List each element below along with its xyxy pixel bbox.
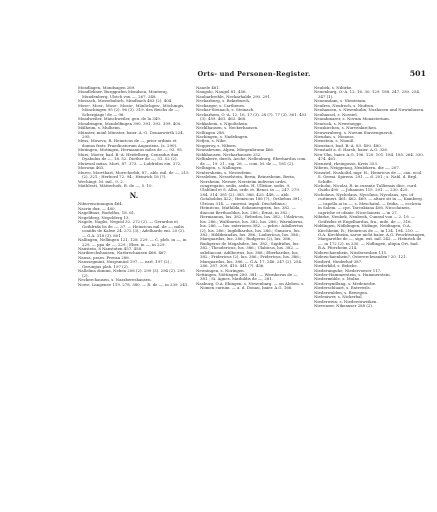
register-entry: Neuhausen, s. Niwenhulin, Nuzhusen und Nuwinhusen. (314, 107, 425, 113)
page-number: 501 (409, 69, 426, 78)
register-entry: Niederwalden, s. Bewegen. (314, 289, 369, 295)
register-entry: Niddingen, Nidblingen, Nidinge, Neidingen, O.A. Kirchheim, R.; Heinricus de —, in 134. 194. 210. — O.A. Kirchheim, saroe nicht baier. A.G. Feuchtwangen, Margarethe de —, sign. ext. mil. 242. — Heinrich de —, in 172 (2). in 230. — Nidlingen, aliqua Ort, bad. B.A. Pforzheim 214. (314, 223, 426, 251)
register-entry: Nibuvencinungun 464. (78, 201, 123, 207)
register-entry: Neuruck, s. Newenegge. (314, 120, 363, 126)
register-column-right (314, 86, 426, 309)
section-letter: N. (129, 191, 139, 201)
register-entry: Mathlestt, Mätterhofs, B. de —, 5. 10. (78, 182, 153, 188)
register-entry: Nieleniwer, s. Nickerbal. (314, 294, 363, 300)
register-entry: Mossach, Mossebabich, Mindbach 463 (2). 404. (78, 98, 173, 104)
register-entry: Nettingen, Nöttingen 280. 381. — Wernherus de —, 381.; Si. Agnes. Mathildis de —, 281. (196, 272, 299, 282)
register-entry: Nagelfinus, Rudolfus, 18. 61. (78, 210, 136, 216)
register-entry: Neuensdam, s. Nientstain. (314, 98, 367, 104)
register-entry: Niederunguhe, Niedervoeser 117. (314, 267, 382, 273)
page-title: Orts- und Personen-Register. (197, 70, 311, 78)
register-entry: Nauele 461. (196, 85, 220, 90)
register-entry: Mutingen, Motingen, Hermannus miles de —, 93. 95. (78, 147, 184, 153)
register-entry: Niederwein, s. Niedereuweiken. (314, 298, 378, 304)
register-entry: Nieudan, s. Nieauss. (314, 133, 355, 139)
register-entry: Murs, Moeer, bad. B.-A. Heidelberg, Conradus dux Dyabulus de —, 18. 52. Diether de —, 51. 52 (2). (78, 151, 179, 162)
register-entry: Neckar-Steinach, s. Steinach. (196, 107, 255, 113)
register-entry: Nibern, Neiggenog, Neubikern, die —, 207. (314, 165, 401, 171)
register-entry: Mondlagen, Mondsagen 269. (78, 85, 136, 90)
register-entry: Nanstein, 8 Nanstaten 457. 458. (78, 245, 143, 251)
register-entry: Naubarbrehle, Neckarhalde 290. 291. (196, 93, 272, 99)
register-entry: Niederd, Niederhof 387. (314, 258, 363, 264)
register-entry: Nasburg, O.A. Ehingen, s. Newenbarg. — on Aleben, s. Nomen curium. — a. d. Donau, baier. A.G. 166. (196, 280, 305, 291)
register-entry: Newsingen, s. Noringen. (196, 267, 245, 273)
register-entry: Nowe, Langenee 119. 278. 380. — R. de —, in 239. 241. (78, 281, 189, 287)
register-column-middle (196, 86, 308, 291)
register-entry: Mälheim, s. Mulheim. (78, 125, 121, 131)
register-entry: Neckarhem, O.-A. 12. 16. 17 (3). 28 (?). 77 (3). 361. 453 (3). 459. 461. 463. 468. (196, 111, 307, 122)
register-entry: Neggeroy, s. Nibern. (196, 142, 237, 148)
register-entry: Neunsbrunn, Alpen, Mörgenbrunn 466. (196, 147, 275, 153)
register-entry: Niedermühle, s. Mulne. (314, 276, 361, 282)
register-entry: Neufres, Neufrech, s. Niufron. (314, 102, 375, 108)
register-entry: Mondweiler, Münchweiler, gen. de la 349. (78, 116, 161, 122)
register-entry: Nievenser, Nikeanser 288 (2). (314, 303, 374, 309)
register-entry: Wechingt. M. mil., 9. 2. (78, 178, 124, 184)
register-entry: Neuhausel, s. Nossiel. (314, 111, 358, 117)
register-entry: Neustadt a. d. Harsh, baier. A.G. 326. (314, 147, 389, 153)
register-entry: Neckerchausen, s. Nazzbereshausen. (78, 277, 152, 283)
register-entry: Nachingen, s. Nadelingen. (196, 133, 249, 139)
register-entry: Nefjen, s. Nibe. (196, 138, 227, 144)
register-entry: Naribrechshausen, Narbrechausen 466. 467. (78, 250, 168, 256)
register-entry: Nicholai, Nicolai, R. in curante Tulliensis dioc. curd. Guido 490. — Johannes 115. 201. — 230. 425. (314, 182, 418, 193)
register-entry: Neubek, s. Nibirke. (314, 85, 353, 90)
register-entry: Nausa, praes. Prensa 286. (78, 254, 130, 260)
register-entry: Moswan 463. (78, 165, 105, 171)
register-entry: Nacrix dux, — 400. (78, 205, 116, 211)
register-entry: Nellinbere, durch, Aeche, Nellenburg, Eberhardus com. de —, 19. 21., sig. 26. — com. M. de —, 181 (2). (196, 156, 307, 166)
register-entry: Mondringen, Mondelfingen 390. 391. 392. 399. 400. (78, 120, 182, 126)
register-entry: Neckarburg, s. Bekirburch. (196, 98, 251, 104)
register-entry: Nentersheim, s. Nesterfeim. (196, 169, 252, 175)
register-entry: Nellingen, s. Nallingen. (196, 165, 243, 171)
page-header (78, 70, 430, 80)
register-column-left (78, 86, 190, 287)
register-entry: Mose-, Mosi-, Mose-, Mosiz-, Mönlichgen-, Möchingis, Mönchingen 95 (2). 96 (3). 319. des Reichs de —, Schergiage! de — 96. (78, 102, 185, 117)
register-entry: Niedersyndlung, s. Medenerbe. (314, 280, 377, 286)
register-entry: Niederschluart, s. Entrewils. (314, 285, 371, 291)
register-entry: Nessleben, Nesselstein, Berin, Reinesheim, Berin, Nersheim, Nerner, Nersteim indivens ordei, congregatio, sedis, sedis. H. Ulleiiur, sedis. 9. Ulablind et S. Albo, ordr. et. Benoi. in —, 247. 279. 284. 314. 381 (2). 385. 386. 425. 448. — abb. Gotaboldus 422.; Heinricus 186 (?).; Ortliebus 381.; Ulricus 314. — cunveni. iegali. Dischelinus.; Heinricus, Mathilda, Sokaunesgrien, lus. 382. — diaconi Berthooldus, lus. 286.; Ernat, in 382.; Hermannus, lus. 382.; Rebedos, lus. 382.; Udalricus, lus. 286.; Walthurus, lus. 382, lus. 286.; Warinherus, lus. 286. — lus. exteriores 382. — prbri.: Adalbertus (2), lus. 286.; Ingildhardus, lus. 286.; Gunzoro, lus. 382.; Hildibrandus, lus. 386.; Liubericus, lus. 386.; Marquardus, lus. 286.; Rudgerus (2), lus. 386.; Rudigerus de Megalsdee, lus. 382.; Sigifridus, lus. 382.; Theodericus, lus. 386.; Ulabicus, lus. 382. — subdiaconi: Adilbertus, lus. 386.; Eberhardus, lus. 382.; Fridericus (2), lus. 386.; Fridericus, lus. 386.; Marquardus, lus. 386. — G.A. 17. 246. 247 (2). 254. 286. 287. 309. 410. 441 (?). 456. (196, 174, 305, 269)
register-entry: Negelderg, Negolderg 13. (78, 214, 130, 220)
register-entry: Nallingen, Nellingen 121. 128. 229. — C. pleb. in —, in 229. — ppa de —, 229.; Eber. in —, in 229. (78, 237, 187, 247)
register-entry: Mutzwal müsa, Mort, 87. 373. — Lubfridus ein. 372. (78, 160, 182, 166)
register-entry: Niderschaenhein?, Ostererchwanden? 20. 121. (314, 254, 407, 260)
register-entry: Neuenburg, O.-A. 12. 16. 30. 129. 188. 247. 250. 254. 347 (1). (314, 89, 421, 99)
register-entry: Nallelina domini, Neben 208 (2). 299 (3). 294 (2). 295 (2). (78, 268, 185, 278)
register-entry: Naussegmint, Nuspsmiiol 197. — earl. 197 (2).; Gerungus pleb. 197 (2). (78, 259, 172, 269)
register-entry: Nagele, Naglis, Negeid 32. 272 (2). — Gerardus et Gothfrida lis de —, 37. — Heinricus mil. de —, milis coniifis de Kalwe 24. 272 (3).; Adelhardo eni. 25 (2). — G.A. 318 (3). 801. (78, 219, 186, 238)
register-entry: Niederkild, s. Bebehe. (314, 263, 358, 269)
register-entry: Naugolo, Naugel 81. 456. (196, 89, 247, 95)
register-entry: Münster, mönl Münster, baier. A.-G. Donauwörth 224. 295. (78, 129, 184, 139)
register-entry: Neu-Ulm, baier. A.G. 106. 120. 101. 184. 185. 264. 330. 474. 461. (314, 151, 425, 162)
register-entry: Niezatel, Nusholtd, mgr. H., Heinricus de —, can. ecol. S. Germi. Spirens. 291. — d. 201.; s. Nahl. d. Brgl. Schiffe. (314, 169, 423, 184)
register-entry: Mondlehner, Burggrafen Mondsen, Monteraj, Mundenberg, Ulrich von —, 267. 348. (78, 89, 168, 99)
register-entry: Nieder-Hammerstein, s. Hammerstein. (314, 272, 391, 278)
register-entry: Nieuried, rheingosse, Kreis 353. (314, 160, 379, 166)
register-entry: Nienstein, s. Nioniß. (314, 138, 355, 144)
register-entry: Nieustact, bad. B.-A. 83. 400. 480. (314, 142, 383, 148)
register-entry: Neuwernberg, s. Novum Stavienguerch. (314, 129, 394, 135)
register-entry: Nibirke, Neubek, Neubeek, Cunrad von — 2. 19. — Gotfridus et Engelhardus, fra., mile. de —, 316. (314, 214, 415, 224)
register-entry: Nekkhausen, Neckarhausen 252. (196, 151, 262, 157)
register-entry: Neumbmarer, s. Novum Monasterium. (314, 116, 390, 122)
register-entry: Mess, Moseva, R. Heinricus de —, prior ordinis et domus fratr. Praedicatorum Augustens. (s. 290). (78, 138, 178, 148)
register-entry: Neckarger, s. Cartbenes. (196, 102, 246, 108)
register-entry: Murro, Morrthart, Morrcherbh, 87., abb. mil. de —, 215 (2). 321.; Herbord 72. 94.; Heinrich 18 (?). (78, 169, 189, 180)
register-entry: Neuskirchen, s. Nurvenkirchen. (314, 125, 378, 131)
register-entry: Niderschaenhein, Niedersesben 115. (314, 249, 388, 255)
register-entry: Nekkahem, s. Nipoltshein. (196, 120, 249, 126)
register-entry: Nellingen 288. (196, 129, 226, 135)
register-entry: Necklhausen, s. Neckerhausen. (196, 125, 259, 131)
register-entry: Nicholaus, Nycholaus, Nycolaus, Nycolaus, sys. of cuittmeri. 461. 462. 469. — altare sit in —, Kamberg. — capella ai in —, s. Meschatal. — fridia. — ecclesia in Salem. — cpe. Tarcukiana 406. Nicoclaineis, capriche et ofanie. Nicoclaineis — in 27. (314, 191, 423, 215)
